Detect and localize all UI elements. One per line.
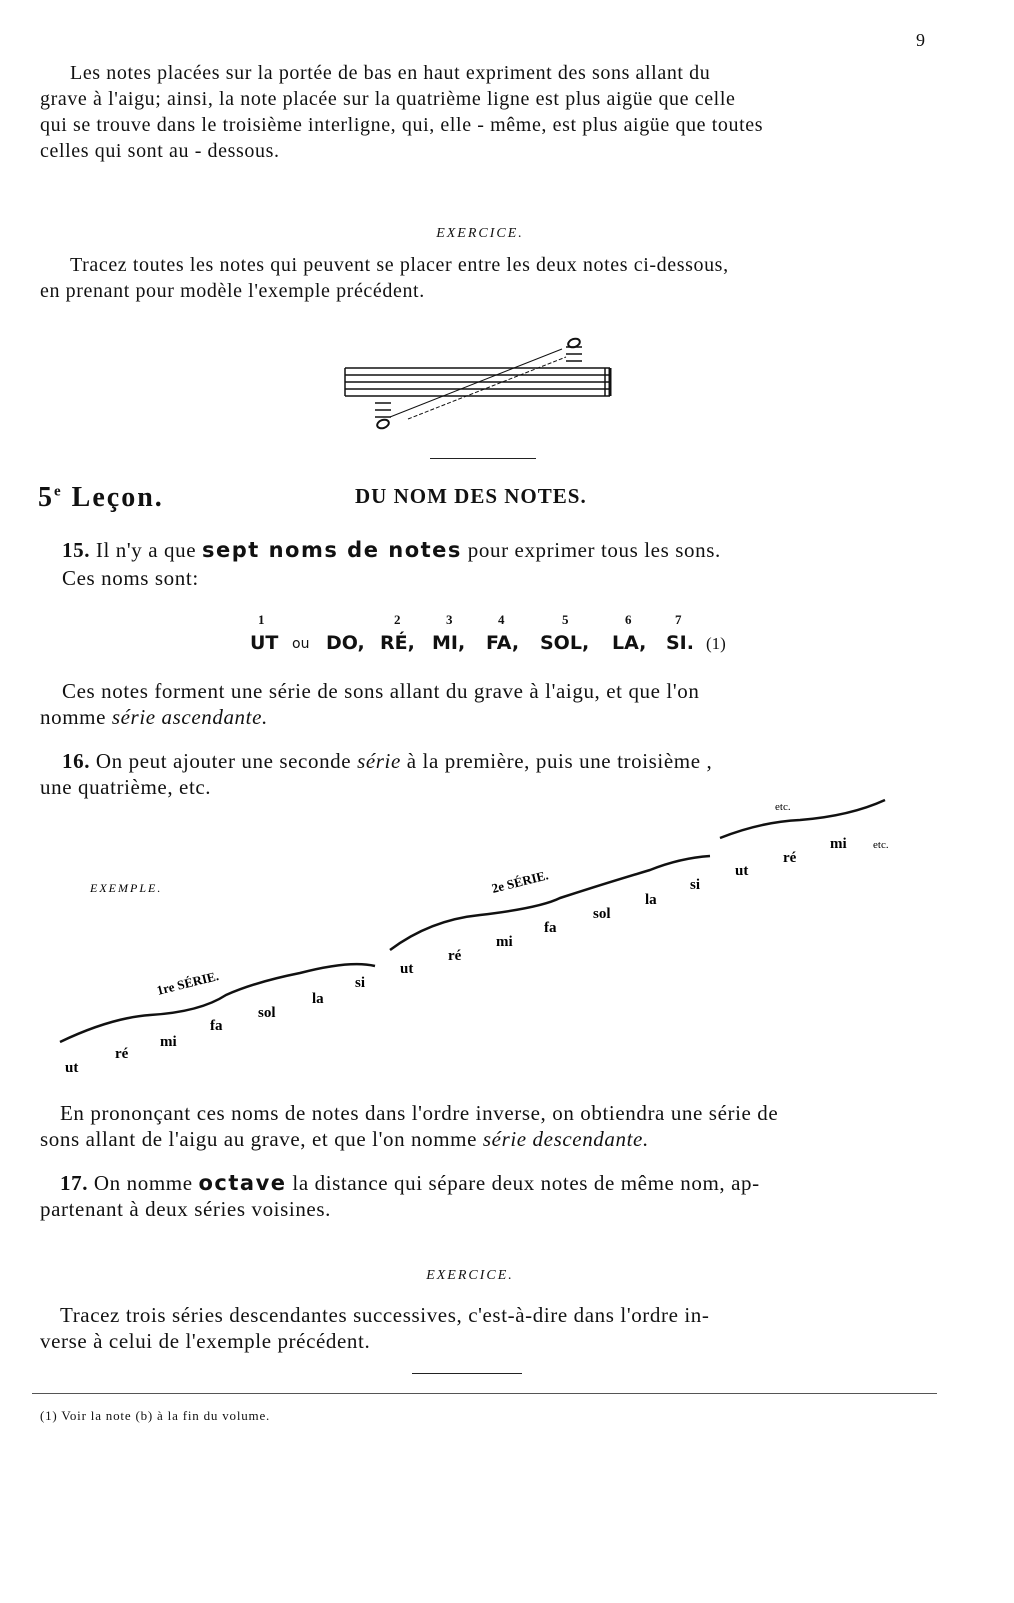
paragraph-16-line-1	[40, 748, 940, 774]
example-note-1: ut	[65, 1060, 79, 1076]
exercice-2-heading: EXERCICE.	[426, 1268, 514, 1283]
exercice-2-line-2: verse à celui de l'exemple précédent.	[40, 1329, 371, 1353]
intro-line-4: celles qui sont au - dessous.	[40, 140, 280, 162]
note-la: LA,	[612, 632, 647, 654]
example-note-2: ré	[115, 1046, 129, 1062]
note-num-3: 3	[446, 612, 453, 627]
note-mi: MI,	[432, 632, 466, 654]
example-note-15: ut	[735, 863, 749, 879]
example-note-14: si	[690, 877, 701, 893]
exercice-2-text	[40, 1302, 940, 1354]
example-label: EXEMPLE.	[90, 881, 163, 895]
paragraph-17-line-2: partenant à deux séries voisines.	[40, 1197, 331, 1221]
series-2-label: 2e SÉRIE.	[490, 867, 550, 896]
intro-line-2: grave à l'aigu; ainsi, la note placée sur la quatrième ligne est plus aigüe que celle	[40, 88, 736, 110]
exercice-1-heading: EXERCICE.	[436, 226, 524, 241]
note-si: SI.	[666, 632, 694, 654]
paragraph-16-ital: série	[357, 749, 401, 773]
note-num-6: 6	[625, 612, 632, 627]
note-num-2: 2	[394, 612, 401, 627]
series-example-diagram	[0, 790, 1014, 1090]
series-line-2	[40, 704, 940, 730]
example-note-12: sol	[593, 906, 611, 922]
descending-line-2-pre: sons allant de l'aigu au grave, et que l'on nomme	[40, 1127, 478, 1151]
paragraph-16-post: à la première, puis une troisième ,	[406, 749, 713, 773]
paragraph-17	[40, 1170, 940, 1222]
example-note-3: mi	[160, 1034, 177, 1050]
note-re: RÉ,	[380, 632, 415, 654]
example-note-6: la	[312, 991, 324, 1007]
note-footnote-ref: (1)	[706, 634, 726, 653]
divider-rule	[430, 458, 536, 459]
paragraph-15-number: 15.	[62, 538, 91, 562]
series-line-1: Ces notes forment une série de sons allant du grave à l'aigu, et que l'on	[62, 679, 700, 703]
example-note-9: ré	[448, 948, 462, 964]
footnote: (1) Voir la note (b) à la fin du volume.	[40, 1408, 271, 1423]
note-sol: SOL,	[540, 632, 590, 654]
lecon-number: 5	[38, 482, 54, 513]
example-notes	[65, 836, 847, 1076]
example-note-17: mi	[830, 836, 847, 852]
note-num-1: 1	[258, 612, 265, 627]
descending-line-2-ital: série descendante.	[482, 1127, 649, 1151]
note-ou: ou	[292, 636, 310, 652]
example-note-13: la	[645, 892, 657, 908]
exercice-1-line-1: Tracez toutes les notes qui peuvent se placer entre les deux notes ci-dessous,	[70, 254, 729, 276]
paragraph-16-pre: On peut ajouter une seconde	[95, 749, 352, 773]
note-names-row	[250, 612, 770, 662]
example-note-7: si	[355, 975, 366, 991]
example-note-5: sol	[258, 1005, 276, 1021]
series-1-label: 1re SÉRIE.	[155, 968, 221, 998]
paragraph-15-line-2: Ces noms sont:	[62, 566, 199, 590]
lecon-sup: e	[54, 483, 63, 500]
paragraph-17-line-1	[40, 1170, 940, 1196]
intro-line-3: qui se trouve dans le troisième interligne, qui, elle - même, est plus aigüe que toutes	[40, 114, 764, 136]
paragraph-17-number: 17.	[60, 1171, 89, 1195]
section-heading: DU NOM DES NOTES.	[355, 484, 587, 508]
intro-paragraph	[40, 60, 940, 164]
descending-paragraph	[40, 1100, 940, 1152]
paragraph-15-line-1	[40, 536, 940, 564]
series-3-brace	[720, 800, 885, 838]
staff-figure	[330, 335, 630, 445]
example-note-8: ut	[400, 961, 414, 977]
example-note-16: ré	[783, 850, 797, 866]
note-ut: UT	[250, 632, 279, 654]
descending-line-2	[40, 1126, 940, 1152]
example-note-4: fa	[210, 1018, 223, 1034]
note-num-7: 7	[675, 612, 682, 627]
series-line-2-ital: série ascendante.	[111, 705, 268, 729]
descending-line-1: En prononçant ces noms de notes dans l'ordre inverse, on obtiendra une série de	[60, 1101, 779, 1125]
series-line-2-pre: nomme	[40, 705, 106, 729]
example-note-11: fa	[544, 920, 557, 936]
exercice-2-line-1: Tracez trois séries descendantes successives, c'est-à-dire dans l'ordre in-	[60, 1303, 710, 1327]
example-note-10: mi	[496, 934, 513, 950]
lecon-word: Leçon.	[71, 482, 164, 513]
exercice-1-line-2: en prenant pour modèle l'exemple précédent.	[40, 280, 425, 302]
paragraph-17-bold: octave	[198, 1171, 287, 1195]
paragraph-15	[40, 536, 940, 592]
note-fa: FA,	[486, 632, 520, 654]
closing-rule	[412, 1373, 522, 1374]
paragraph-16-number: 16.	[62, 749, 91, 773]
paragraph-15-pre: Il n'y a que	[95, 538, 197, 562]
series-paragraph	[40, 678, 940, 730]
note-do: DO,	[326, 632, 365, 654]
lecon-title	[38, 482, 164, 514]
etc-end: etc.	[873, 839, 889, 851]
low-note	[376, 418, 390, 430]
page-number: 9	[916, 30, 925, 50]
footnote-separator	[32, 1393, 937, 1394]
exercice-1-text	[40, 252, 940, 304]
note-num-4: 4	[498, 612, 505, 627]
paragraph-17-pre: On nomme	[93, 1171, 193, 1195]
intro-line-1: Les notes placées sur la portée de bas en haut expriment des sons allant du	[70, 62, 711, 84]
paragraph-17-post: la distance qui sépare deux notes de même nom, ap-	[292, 1171, 760, 1195]
paragraph-15-post: pour exprimer tous les sons.	[467, 538, 721, 562]
etc-top: etc.	[775, 801, 791, 813]
paragraph-16-line-2: une quatrième, etc.	[40, 775, 212, 799]
note-num-5: 5	[562, 612, 569, 627]
paragraph-15-bold: sept noms de notes	[201, 538, 462, 562]
